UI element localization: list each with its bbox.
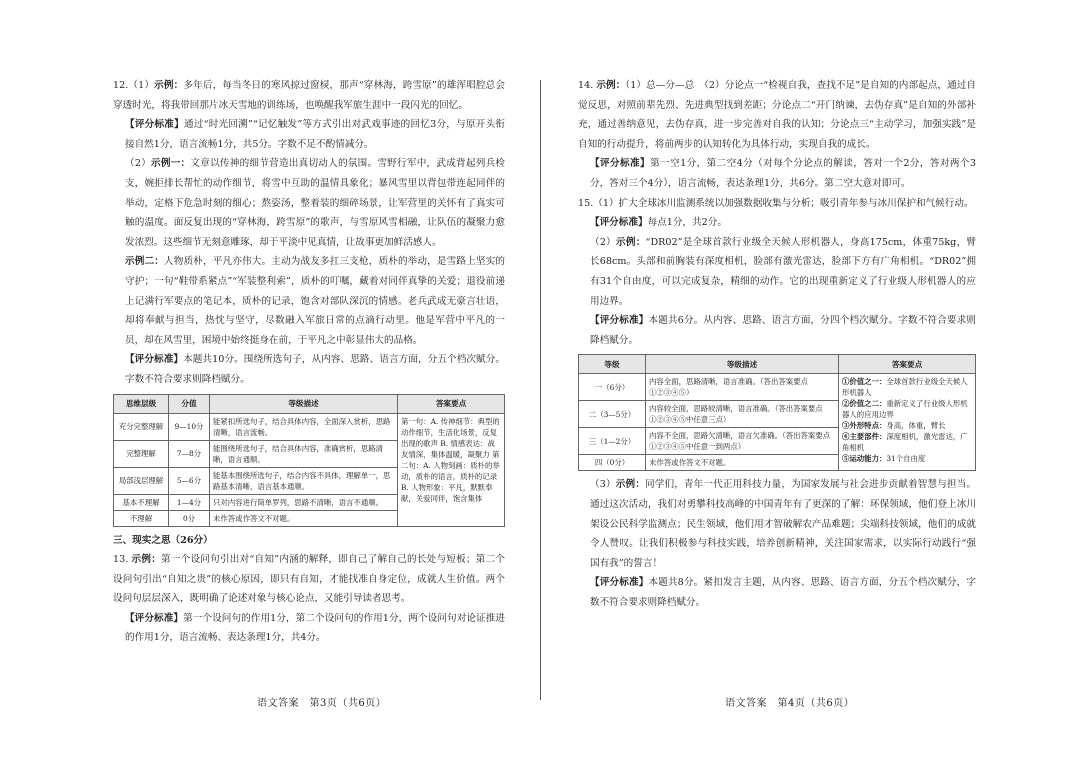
table-row: 基本不理解 1—4分 只对内容进行简单罗列，思路不清晰，语言不通顺。 xyxy=(114,494,505,510)
q13-answer: 13. 示例：第一个设问句引出对“自知”内涵的解释，即自己了解自己的长处与短板；第二个设问句引出“自知之贵”的核心原因，即只有自知，才能找准自身定位，成就人生价值。两个设问句层层深入，既明确了论述对象与核心论点，又能引导读者思考。 xyxy=(113,554,506,605)
table-row: 完整理解 7—8分 能围绕所选句子，结合具体内容，准确赏析，思路清晰，语言通顺。 xyxy=(114,440,505,467)
table-header: 等级描述 xyxy=(210,394,398,413)
table-row: 四（0分） 未作答或作答文不对题。 xyxy=(579,455,976,471)
table-row: 一（6分） 内容全面，思路清晰，语言准确。（答出答案要点①②③④⑤） ①价值之一：全球首款行业级全天候人形机器人 ②价值之二：重新定义了行业级人形机器人的应用边界 ③外形特点：身高，体重，臂长 ④主要部件：深度相机，激光雷达，广角相机 ⑤运动能力：31个自由度 xyxy=(579,374,976,401)
q14-scoring: 【评分标准】第一空1分，第二空4分（对每个分论点的解读，答对一个2分，答对两个3分，答对三个4分），语言流畅，表达条理1分，共6分。第二空大意对即可。 xyxy=(590,158,976,189)
page-divider xyxy=(540,80,541,700)
left-page xyxy=(113,76,505,648)
table-header: 等级描述 xyxy=(646,355,839,374)
q15-scoring-3: 【评分标准】本题共8分。紧扣发言主题，从内容、思路、语言方面，分五个档次赋分，字数不符合要求则降档赋分。 xyxy=(590,577,977,608)
page-footer-right: 语文答案 第4页（共6页） xyxy=(725,698,855,709)
q12-grading-table xyxy=(113,394,505,527)
q12-part2-example1: （2）示例一：文章以传神的细节营造出真切动人的氛围。雪野行军中，武成背起列兵检支，婉拒排长帮忙的动作细节，将雪中互助的温情具象化；暴风雪里以背包带连起同伴的举动，定格下危急时刻的细心；熬姿汤，整着装的细碎场景，让军营里的关怀有了真实可触的温度。面反复出现的“穿林海，跨雪原”的歌声，与雪原风雪相融，让队伍的凝聚力愈发浓烈。这些细节无刻意雕琢，却于平淡中见真情，让故事更加鲜活感人。 xyxy=(125,158,505,248)
table-header: 分值 xyxy=(169,394,210,413)
example-label: 示例： xyxy=(154,80,184,91)
answer-points: 第一句：A. 传神细节：典型的动作细节，生活化场景，反复出现的歌声 B. 情感表达：战友情深，集体温暖，凝聚力 第二句：A. 人物刻画：质朴的举动，质朴的语言，质朴的记录 B. 人物形象：平凡，默默奉献，关爱同伴，饱含集体 xyxy=(398,413,505,526)
q13-scoring: 【评分标准】第一个设问句的作用1分，第二个设问句的作用1分，两个设问句对论证推进的作用1分，语言流畅、表达条理1分，共4分。 xyxy=(125,612,505,644)
q15-part1: 15.（1）扩大全球冰川监测系统以加强数据收集与分析；吸引青年参与冰川保护和气候行动。 xyxy=(578,197,974,209)
table-header: 答案要点 xyxy=(398,394,505,413)
q15-part2: （2）示例：“DR02”是全球首款行业级全天候人形机器人，身高175cm，体重75kg，臂长68cm。头部和前胸装有深度相机，脸部有激光雷达，脸部下方有广角相机。“DR02”拥有31个自由度，可以完成复杂，精细的动作。它的出现重新定义了行业级人形机器人的应用边界。 xyxy=(590,236,976,307)
table-row: 充分完整理解 9—10分 能紧扣所选句子，结合具体内容，全面深入赏析，思路清晰，语言流畅。 第一句：A. 传神细节：典型的动作细节，生活化场景，反复出现的歌声 B. 情感表达：战友情深，集体温暖，凝聚力 第二句：A. 人物刻画：质朴的举动，质朴的语言，质朴的记录 B. 人物形象：平凡，默默奉献，关爱同伴，饱含集体 xyxy=(114,413,505,440)
q15-part3: （3）示例：同学们，青年一代正用科技力量，为国家发展与社会进步贡献着智慧与担当。通过这次活动，我们对勇攀科技高峰的中国青年有了更深的了解：环保领域，他们登上冰川架设公民科学监测点；民生领域，他们用才智破解农产品难题；尖端科技领域，他们的成就令人赞叹。让我们积极参与科技实践，培养创新精神，关注国家需求，以实际行动践行“强国有我”的誓言！ xyxy=(590,479,977,569)
section-heading: 三、现实之思（26分） xyxy=(113,534,213,546)
q12-scoring-2: 【评分标准】本题共10分。围绕所选句子，从内容、思路、语言方面，分五个档次赋分。字数不符合要求则降档赋分。 xyxy=(125,354,505,385)
point-item: ②价值之二：重新定义了行业级人形机器人的应用边界 xyxy=(842,399,968,420)
q12-part1: 12.（1）示例：多年后，每当冬日的寒风掠过窗棂，那声“穿林海，跨雪原”的雄浑唱腔总会穿透时光，将我带回那片冰天雪地的训练场，也唤醒我军旅生涯中一段闪光的回忆。 xyxy=(113,80,506,111)
q15-grading-table xyxy=(578,354,976,471)
point-item: ④主要部件：深度相机，激光雷达，广角相机 xyxy=(842,432,968,453)
table-row: 二（3—5分） 内容较全面，思路较清晰，语言准确。（答出答案要点①②③④⑤中任意三点） xyxy=(579,401,976,428)
table-row: 局部浅层理解 5—6分 能基本围绕所选句子，结合内容不具体，理解单一，思路基本清晰，语言基本通顺。 xyxy=(114,467,505,494)
table-header: 等级 xyxy=(579,355,646,374)
answer-points xyxy=(839,374,976,471)
table-header: 思维层级 xyxy=(114,394,169,413)
q12-scoring-1: 【评分标准】通过“时光回溯”“记忆触发”等方式引出对武戏事迹的回忆3分，与原开头衔接自然1分，语言流畅1分，共5分。字数不足不酌情减分。 xyxy=(125,119,505,150)
q12-part2-example2: 示例二：人物质朴，平凡亦伟大。主动为战友多扛三支枪，质朴的举动，是雪路上坚实的守护；一句“鞋带系紧点”“军装整利索”，质朴的叮嘱，藏着对同伴真挚的关爱；退役前递上记满行军要点的笔记本，质朴的记录，饱含对部队深沉的情感。老兵武成无豪言壮语，却将奉献与担当，热忱与坚守，尽数融入军旅日常的点滴行动里。他是军营中平凡的一员，却在风雪里，困境中始终挺身在前，于平凡之中彰显伟大的品格。 xyxy=(125,256,506,346)
right-page xyxy=(578,76,976,612)
q15-scoring-1: 【评分标准】每点1分，共2分。 xyxy=(590,217,727,229)
table-header: 答案要点 xyxy=(839,355,976,374)
point-item: ③外形特点：身高，体重，臂长 xyxy=(842,421,946,431)
page-footer-left: 语文答案 第3页（共6页） xyxy=(257,698,387,709)
table-row: 三（1—2分） 内容不全面，思路欠清晰，语言欠准确。（答出答案要点①②③④⑤中任意一到两点） xyxy=(579,428,976,455)
point-item: ①价值之一：全球首款行业级全天候人形机器人 xyxy=(842,377,968,398)
table-row: 不理解 0分 未作答或作答文不对题。 xyxy=(114,510,505,526)
q15-scoring-2: 【评分标准】本题共6分。从内容、思路、语言方面，分四个档次赋分。字数不符合要求则降档赋分。 xyxy=(590,315,977,346)
point-item: ⑤运动能力：31个自由度 xyxy=(842,454,926,464)
q14-answer: 14. 示例：（1）总—分—总 （2）分论点一“检视自我，查找不足”是自知的内部起点，通过自觉反思，对照前辈先烈、先进典型找到差距；分论点二“开门纳谏，去伪存真”是自知的外部补充，通过善纳意见，去伪存真，进一步完善对自我的认知；分论点三“主动学习，加强实践”是自知的行动提升，将前两步的认知转化为具体行动，实现自我的成长。 xyxy=(578,80,977,150)
